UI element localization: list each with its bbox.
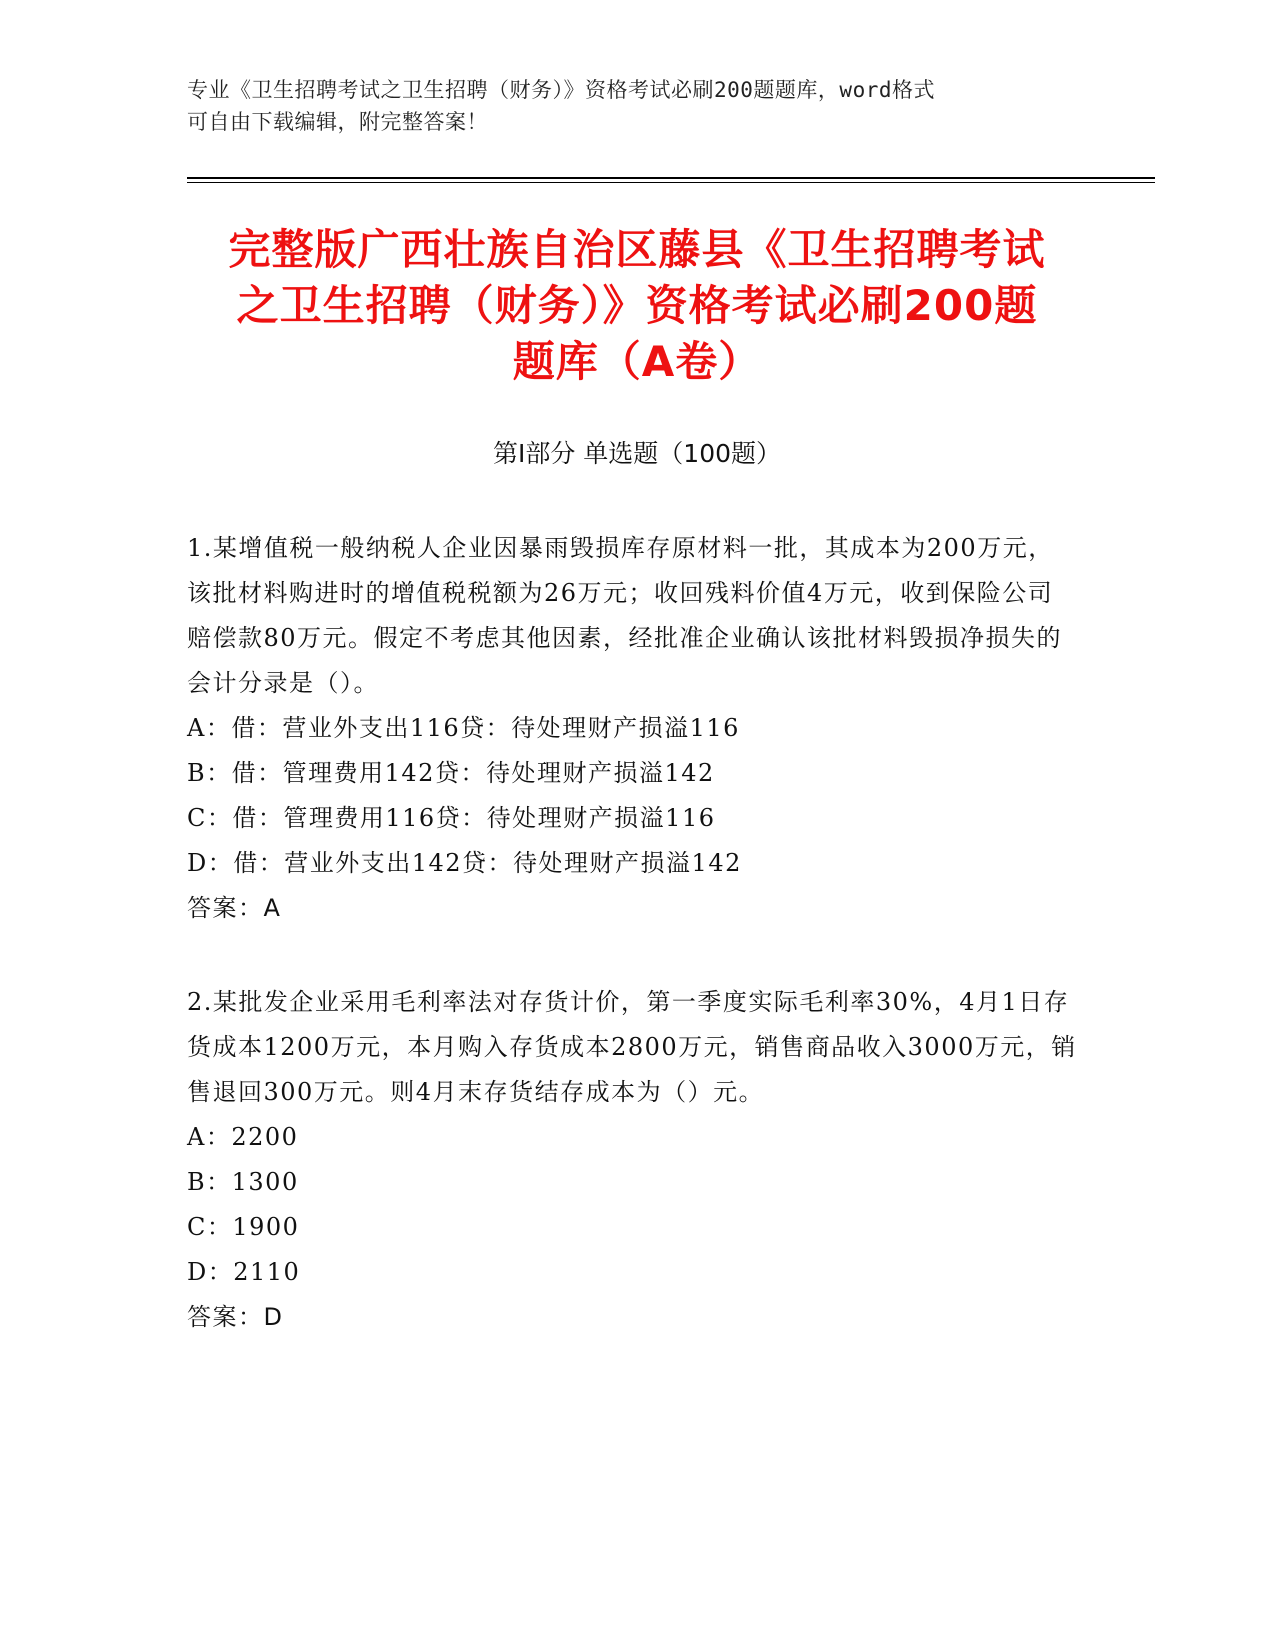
option-c: C：1900 [187, 1213, 300, 1241]
section-title: 第Ⅰ部分 单选题（100题） [492, 439, 782, 468]
header-divider-thin [187, 182, 1155, 183]
option-a: A：2200 [187, 1123, 299, 1151]
document-title [187, 222, 1087, 390]
question-1 [187, 526, 1077, 931]
header-note-line-2: 可自由下载编辑，附完整答案！ [187, 110, 488, 134]
header-divider-thick [187, 177, 1155, 179]
answer: 答案：D [187, 1303, 284, 1331]
option-d: D：2110 [187, 1258, 301, 1286]
option-b: B：1300 [187, 1168, 299, 1196]
question-stem: 1.某增值税一般纳税人企业因暴雨毁损库存原材料一批，其成本为200万元，该批材料购进时的增值税税额为26万元；收回残料价值4万元，收到保险公司赔偿款80万元。假定不考虑其他因素，经批准企业确认该批材料毁损净损失的会计分录是（）。 [187, 534, 1063, 697]
option-d: D：借：营业外支出142贷：待处理财产损溢142 [187, 849, 742, 877]
option-b: B：借：管理费用142贷：待处理财产损溢142 [187, 759, 715, 787]
question-2 [187, 980, 1077, 1340]
option-c: C：借：管理费用116贷：待处理财产损溢116 [187, 804, 716, 832]
title-line-2: 之卫生招聘（财务）》资格考试必刷200题 [236, 281, 1038, 330]
option-a: A：借：营业外支出116贷：待处理财产损溢116 [187, 714, 740, 742]
header-note-line-1: 专业《卫生招聘考试之卫生招聘（财务）》资格考试必刷200题题库，word格式 [187, 78, 935, 102]
title-line-3: 题库（A卷） [512, 337, 762, 386]
title-line-1: 完整版广西壮族自治区藤县《卫生招聘考试 [228, 225, 1046, 274]
header-note [187, 74, 1067, 138]
answer: 答案：A [187, 894, 282, 922]
question-stem: 2.某批发企业采用毛利率法对存货计价，第一季度实际毛利率30%，4月1日存货成本1200万元，本月购入存货成本2800万元，销售商品收入3000万元，销售退回300万元。则4月末存货结存成本为（）元。 [187, 988, 1077, 1106]
